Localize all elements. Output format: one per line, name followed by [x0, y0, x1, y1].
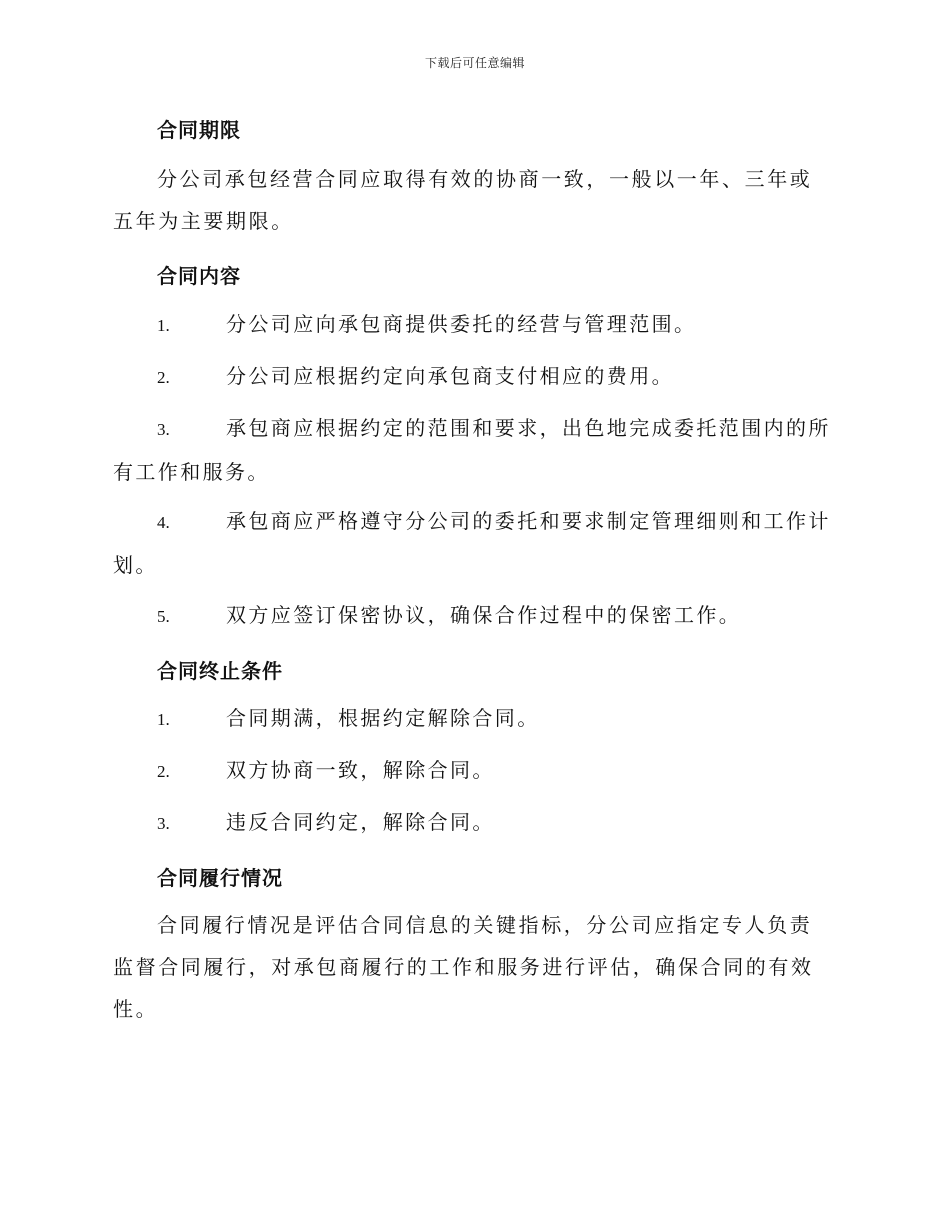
list-item: [113, 749, 833, 793]
list-item-text: 承包商应严格遵守分公司的委托和要求制定管理细则和工作计划。: [113, 509, 831, 577]
list-item: [113, 355, 833, 399]
list-item-number: 5.: [157, 607, 170, 626]
list-item-text: 合同期满，根据约定解除合同。: [226, 706, 540, 730]
section-heading-content: 合同内容: [157, 264, 241, 288]
list-item-number: 3.: [157, 420, 170, 439]
list-item: [113, 500, 833, 586]
list-item-number: 3.: [157, 814, 170, 833]
list-item-number: 1.: [157, 316, 170, 335]
list-item-text: 承包商应根据约定的范围和要求，出色地完成委托范围内的所有工作和服务。: [113, 416, 831, 484]
list-item: [113, 801, 833, 845]
section-heading-term: 合同期限: [157, 118, 241, 142]
section-heading-performance: 合同履行情况: [157, 866, 283, 890]
list-item-text: 分公司应根据约定向承包商支付相应的费用。: [226, 364, 674, 388]
section-paragraph-term: 分公司承包经营合同应取得有效的协商一致，一般以一年、三年或五年为主要期限。: [113, 167, 813, 233]
list-item-text: 双方协商一致，解除合同。: [226, 758, 495, 782]
list-item-number: 2.: [157, 762, 170, 781]
header-note: 下载后可任意编辑: [424, 56, 525, 70]
list-item-number: 2.: [157, 368, 170, 387]
section-paragraph-performance: 合同履行情况是评估合同信息的关键指标，分公司应指定专人负责监督合同履行，对承包商履行的工作和服务进行评估，确保合同的有效性。: [113, 913, 814, 1021]
list-item-number: 1.: [157, 710, 170, 729]
list-item: [113, 407, 833, 493]
list-item-text: 违反合同约定，解除合同。: [226, 810, 495, 834]
list-item-text: 分公司应向承包商提供委托的经营与管理范围。: [226, 312, 697, 336]
section-heading-termination: 合同终止条件: [157, 659, 283, 683]
list-item-text: 双方应签订保密协议，确保合作过程中的保密工作。: [226, 603, 742, 627]
list-item: [113, 303, 833, 347]
list-item: [113, 697, 833, 741]
list-item-number: 4.: [157, 513, 170, 532]
list-item: [113, 594, 833, 638]
